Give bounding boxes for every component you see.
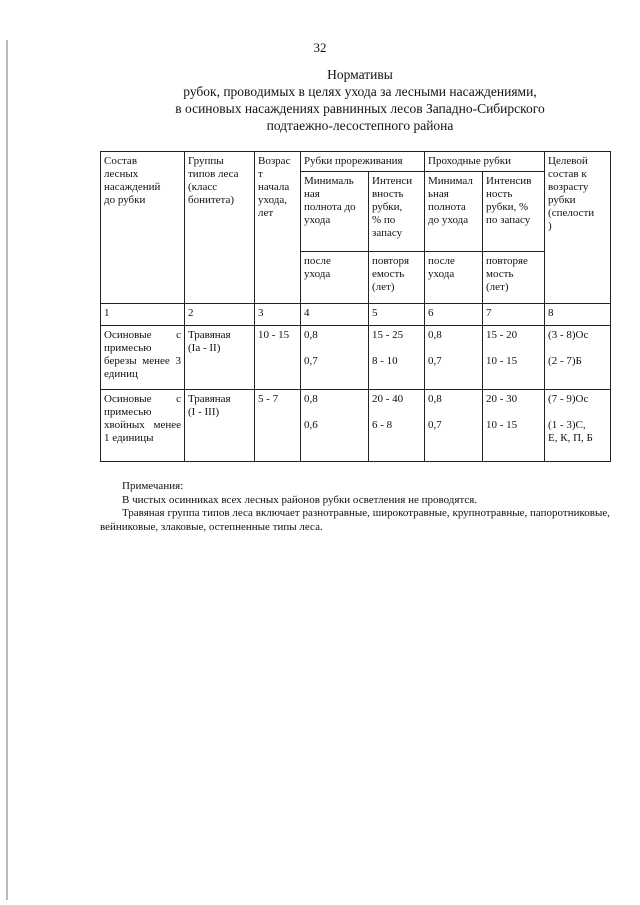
header-forest-group: Группы типов леса (класс бонитета)	[185, 152, 255, 304]
title-line-1: Нормативы	[327, 67, 393, 82]
cell-forest-group: Травяная (I - III)	[185, 390, 255, 462]
header-target-composition: Целевой состав к возрасту рубки (спелости )	[545, 152, 611, 304]
column-number: 1	[101, 304, 185, 326]
cell-composition: Осиновые с примесью хвойных менее 1 единицы	[101, 390, 185, 462]
column-number: 3	[255, 304, 301, 326]
column-number: 5	[369, 304, 425, 326]
table-column-numbers	[101, 304, 611, 326]
table-header-row	[101, 152, 611, 172]
notes-heading: Примечания:	[122, 480, 184, 492]
norms-table	[100, 151, 611, 462]
column-number: 8	[545, 304, 611, 326]
title-line-2: рубок, проводимых в целях ухода за лесными насаждениями,	[183, 84, 537, 99]
note-2: Травяная группа типов леса включает разнотравные, широкотравные, крупнотравные, папоротниковые, вейниковые, злаковые, остепненные типы леса.	[100, 507, 610, 533]
header-intensity-thinning: Интенси вность рубки, % по запасу	[369, 172, 425, 252]
column-number: 2	[185, 304, 255, 326]
cell-start-age: 10 - 15	[255, 326, 301, 390]
header-intensity-passing: Интенсив ность рубки, % по запасу	[483, 172, 545, 252]
column-number: 4	[301, 304, 369, 326]
cell-intensity-passing: 15 - 20 10 - 15	[483, 326, 545, 390]
scan-edge-mark	[6, 40, 8, 900]
header-repeat-passing: повторяе мость (лет)	[483, 252, 545, 304]
cell-min-density-passing: 0,8 0,7	[425, 326, 483, 390]
title-line-3: в осиновых насаждениях равнинных лесов Западно-Сибирского	[175, 101, 545, 116]
header-start-age: Возрас т начала ухода, лет	[255, 152, 301, 304]
header-after-care-thinning: после ухода	[301, 252, 369, 304]
page-number: 32	[313, 40, 327, 55]
cell-forest-group: Травяная (Iа - II)	[185, 326, 255, 390]
cell-min-density-thinning: 0,8 0,6	[301, 390, 369, 462]
title-line-4: подтаежно-лесостепного района	[266, 118, 454, 133]
header-passing-cuts: Проходные рубки	[425, 152, 545, 172]
cell-start-age: 5 - 7	[255, 390, 301, 462]
cell-target-composition: (7 - 9)Ос (1 - 3)С, Е, К, П, Б	[545, 390, 611, 462]
header-min-density-thinning: Минималь ная полнота до ухода	[301, 172, 369, 252]
cell-min-density-passing: 0,8 0,7	[425, 390, 483, 462]
cell-intensity-thinning: 15 - 25 8 - 10	[369, 326, 425, 390]
header-repeat-thinning: повторя емость (лет)	[369, 252, 425, 304]
cell-min-density-thinning: 0,8 0,7	[301, 326, 369, 390]
header-thinning: Рубки прореживания	[301, 152, 425, 172]
header-min-density-passing: Минимал ьная полнота до ухода	[425, 172, 483, 252]
table-row	[101, 326, 611, 390]
document-title	[100, 66, 620, 134]
column-number: 6	[425, 304, 483, 326]
cell-intensity-passing: 20 - 30 10 - 15	[483, 390, 545, 462]
cell-intensity-thinning: 20 - 40 6 - 8	[369, 390, 425, 462]
cell-composition: Осиновые с примесью березы менее 3 единиц	[101, 326, 185, 390]
note-1: В чистых осинниках всех лесных районов рубки осветления не проводятся.	[122, 493, 478, 506]
header-after-care-passing: после ухода	[425, 252, 483, 304]
column-number: 7	[483, 304, 545, 326]
table-row	[101, 390, 611, 462]
header-composition: Состав лесных насаждений до рубки	[101, 152, 185, 304]
notes-section	[100, 480, 610, 534]
cell-target-composition: (3 - 8)Ос (2 - 7)Б	[545, 326, 611, 390]
